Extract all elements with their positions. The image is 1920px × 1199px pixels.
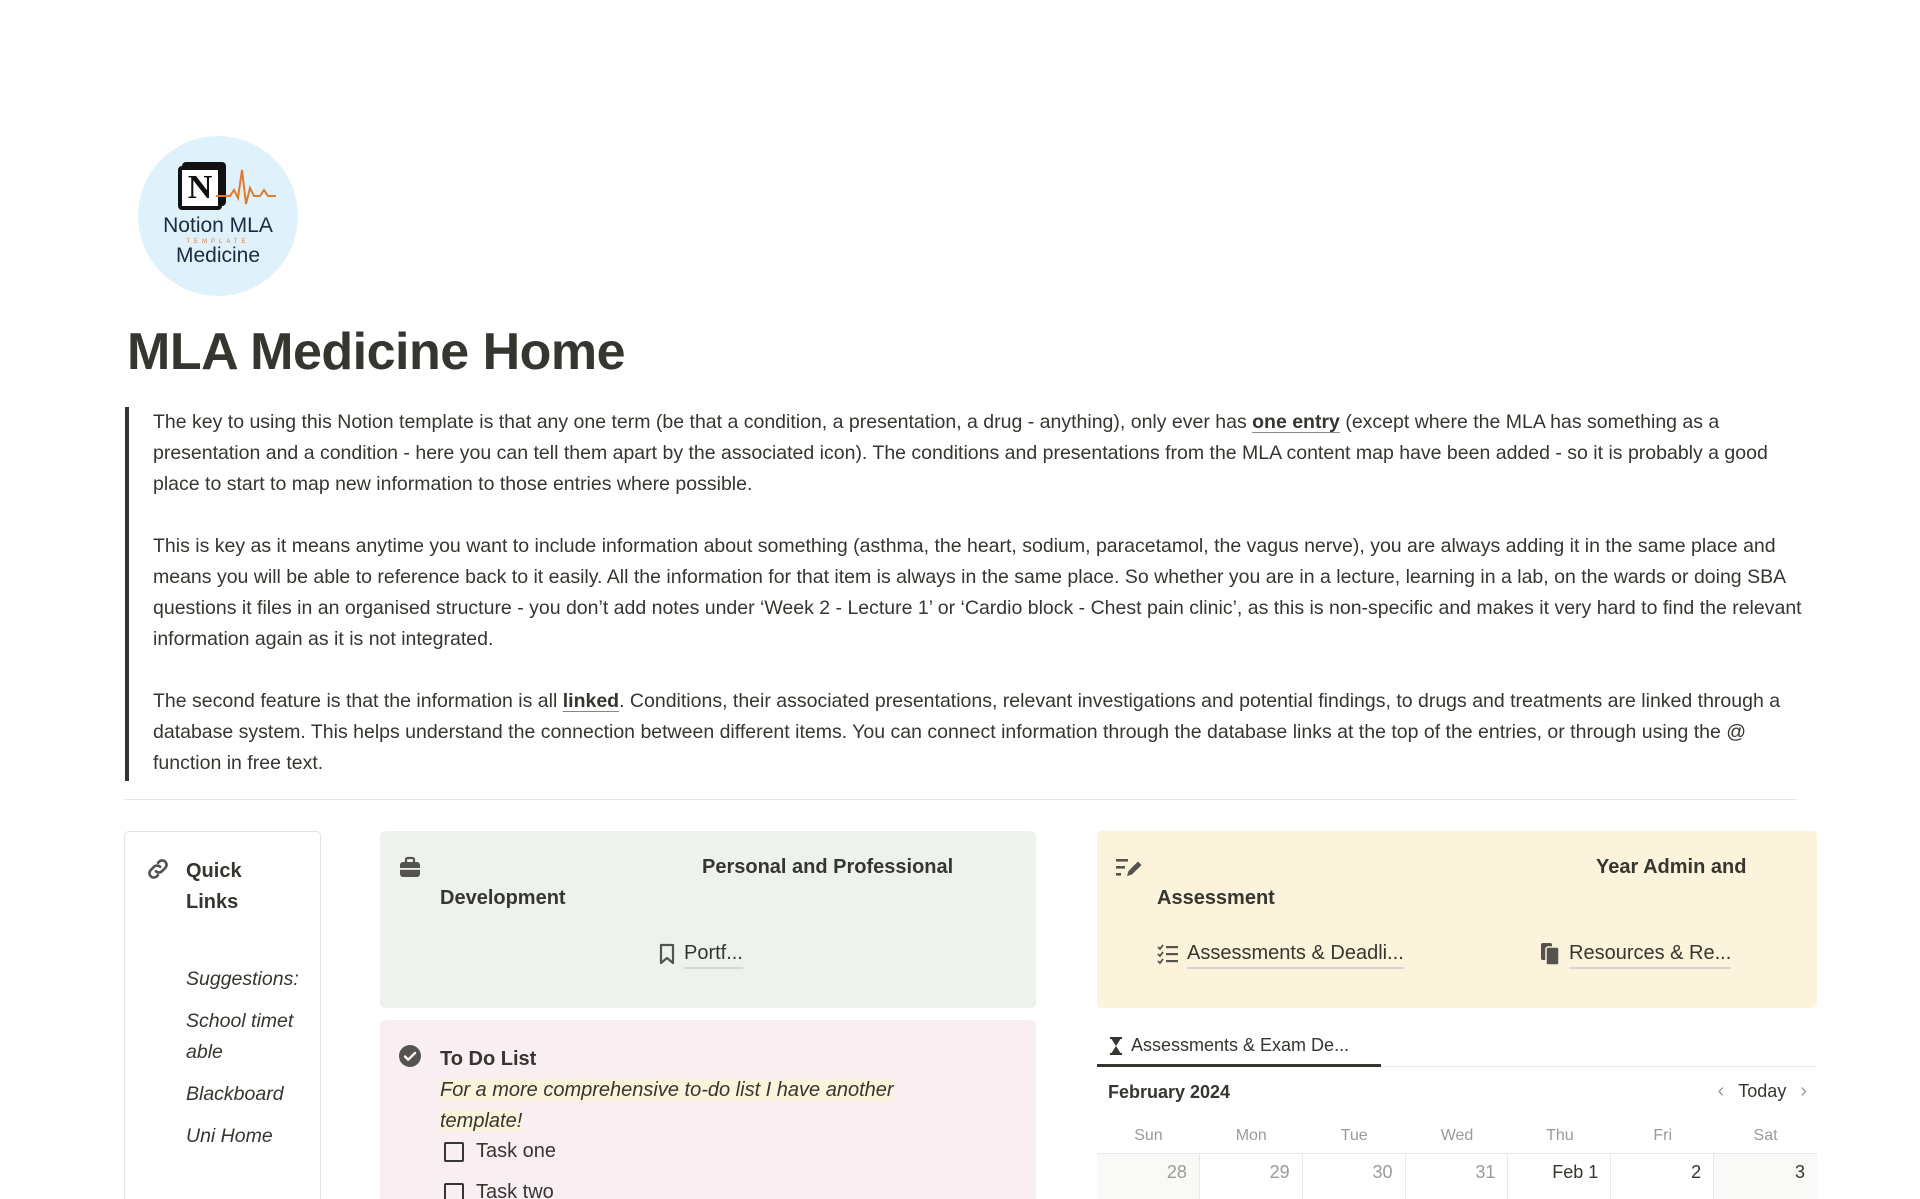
intro-paragraph-3 <box>153 686 1803 779</box>
todo-item-label: Task one <box>476 1140 557 1162</box>
calendar-month-label: February 2024 <box>1108 1082 1231 1102</box>
quick-link-item: Suggestions: <box>186 968 299 990</box>
linked-link[interactable]: linked <box>562 690 620 712</box>
divider <box>125 799 1797 800</box>
checkbox[interactable] <box>444 1183 464 1199</box>
weekday-label: Sat <box>1753 1127 1778 1144</box>
weekday-label: Thu <box>1546 1127 1574 1144</box>
todo-note <box>440 1075 960 1137</box>
today-button[interactable]: Today <box>1738 1081 1787 1101</box>
todo-title: To Do List <box>440 1048 537 1070</box>
chevron-right-icon[interactable]: › <box>1800 1080 1807 1102</box>
tab-label: Assessments & Exam De... <box>1131 1035 1350 1055</box>
assessments-deadlines-link[interactable] <box>1157 939 1404 969</box>
quick-link-item[interactable]: Uni Home <box>186 1125 273 1147</box>
intro-p1-text-b: (except where the MLA has something as a presentation and a condition - here you can tell them apart by the associated icon). The conditions and presentations from the MLA content map have been added - so it is probably a good place to start to map new information to those entries where possible. <box>153 411 1768 495</box>
ppd-title-line1: Personal and Professional <box>702 856 954 878</box>
calendar-day-cell[interactable]: 2 <box>1611 1154 1714 1199</box>
weekday-label: Tue <box>1340 1127 1368 1144</box>
weekday-label: Fri <box>1653 1127 1673 1144</box>
tab-assessments-exam-dates[interactable] <box>1097 1027 1381 1067</box>
calendar-day-cell[interactable]: 28 <box>1097 1154 1200 1199</box>
hourglass-icon <box>1109 1037 1123 1055</box>
check-circle-icon <box>398 1044 422 1073</box>
intro-p1-text-a: The key to using this Notion template is that any one term (be that a condition, a presentation, a drug - anything), only ever has <box>153 411 1253 433</box>
calendar-day-cell[interactable]: Feb 1 <box>1508 1154 1611 1199</box>
ppd-callout <box>380 831 1036 1008</box>
intro-p3-text-a: The second feature is that the information is all <box>153 690 563 712</box>
logo-text-line1: Notion MLA <box>163 214 273 237</box>
copy-icon <box>1539 942 1561 966</box>
admin-title-line1: Year Admin and <box>1596 856 1747 878</box>
logo-text-line2: TEMPLATE <box>186 239 250 245</box>
calendar-tab-bar <box>1097 1027 1817 1067</box>
resources-link[interactable] <box>1539 939 1731 969</box>
bookmark-icon <box>658 943 676 965</box>
intro-paragraph-1 <box>153 407 1803 500</box>
page-icon-logo[interactable] <box>138 136 298 296</box>
quick-link-item[interactable]: Blackboard <box>186 1083 284 1105</box>
chevron-left-icon[interactable]: ‹ <box>1717 1080 1725 1102</box>
resources-label: Resources & Re... <box>1569 939 1731 969</box>
briefcase-icon <box>398 855 422 884</box>
calendar-day-cell[interactable]: 30 <box>1303 1154 1406 1199</box>
todo-item[interactable] <box>444 1140 556 1163</box>
quick-links-callout <box>124 831 321 1199</box>
portfolio-link[interactable] <box>658 939 743 969</box>
assessments-deadlines-label: Assessments & Deadli... <box>1187 939 1404 969</box>
admin-title-line2: Assessment <box>1157 887 1275 909</box>
todo-item-label: Task two <box>476 1181 554 1199</box>
calendar-day-cell[interactable]: 29 <box>1200 1154 1303 1199</box>
ecg-line-icon <box>216 168 296 208</box>
quick-link-item[interactable]: School timetable <box>186 1010 294 1063</box>
one-entry-link[interactable]: one entry <box>1252 411 1340 433</box>
link-icon <box>145 856 171 887</box>
notion-block-icon: N <box>178 166 222 210</box>
checkbox[interactable] <box>444 1142 464 1162</box>
admin-callout <box>1097 831 1817 1008</box>
calendar-header <box>1097 1080 1817 1110</box>
intro-paragraph-2: This is key as it means anytime you want to include information about something (asthma, the heart, sodium, paracetamol, the vagus nerve), you are always adding it in the same place and means you will be able to reference back to it easily. All the information for that item is always in the same place. So whether you are in a lecture, learning in a lab, on the wards or doing SBA questions it files in an organised structure - you don’t add notes under ‘Week 2 - Lecture 1’ or ‘Cardio block - Chest pain clinic’, as this is non-specific and makes it very hard to find the relevant information again as it is not integrated. <box>153 535 1802 650</box>
weekday-header-row <box>1097 1122 1817 1154</box>
quick-links-title: Quick Links <box>186 860 242 913</box>
weekday-label: Mon <box>1235 1127 1267 1144</box>
calendar-day-cell[interactable]: 3 <box>1714 1154 1817 1199</box>
ppd-title-line2: Development <box>440 887 566 909</box>
intro-quote <box>125 407 1802 781</box>
calendar-nav <box>1718 1080 1807 1103</box>
todo-callout <box>380 1020 1036 1199</box>
weekday-label: Sun <box>1134 1127 1163 1144</box>
edit-list-icon <box>1115 855 1143 884</box>
page-title[interactable]: MLA Medicine Home <box>127 323 626 381</box>
todo-item[interactable] <box>444 1181 554 1199</box>
checklist-icon <box>1157 943 1179 965</box>
intro-p3-text-b: . Conditions, their associated presentations, relevant investigations and potential findings, to drugs and treatments are linked through a database system. This helps understand the connection between different items. You can connect information through the database links at the top of the entries, or through using the @ function in free text. <box>153 690 1781 774</box>
calendar-day-cell[interactable]: 31 <box>1406 1154 1509 1199</box>
logo-text-line3: Medicine <box>175 244 261 267</box>
portfolio-link-label: Portf... <box>684 939 743 969</box>
calendar-grid <box>1097 1122 1817 1199</box>
calendar-week-row <box>1097 1154 1817 1199</box>
todo-note-text: For a more comprehensive to-do list I have another template! <box>440 1079 894 1132</box>
quick-links-list <box>186 964 301 1163</box>
weekday-label: Wed <box>1440 1127 1474 1144</box>
